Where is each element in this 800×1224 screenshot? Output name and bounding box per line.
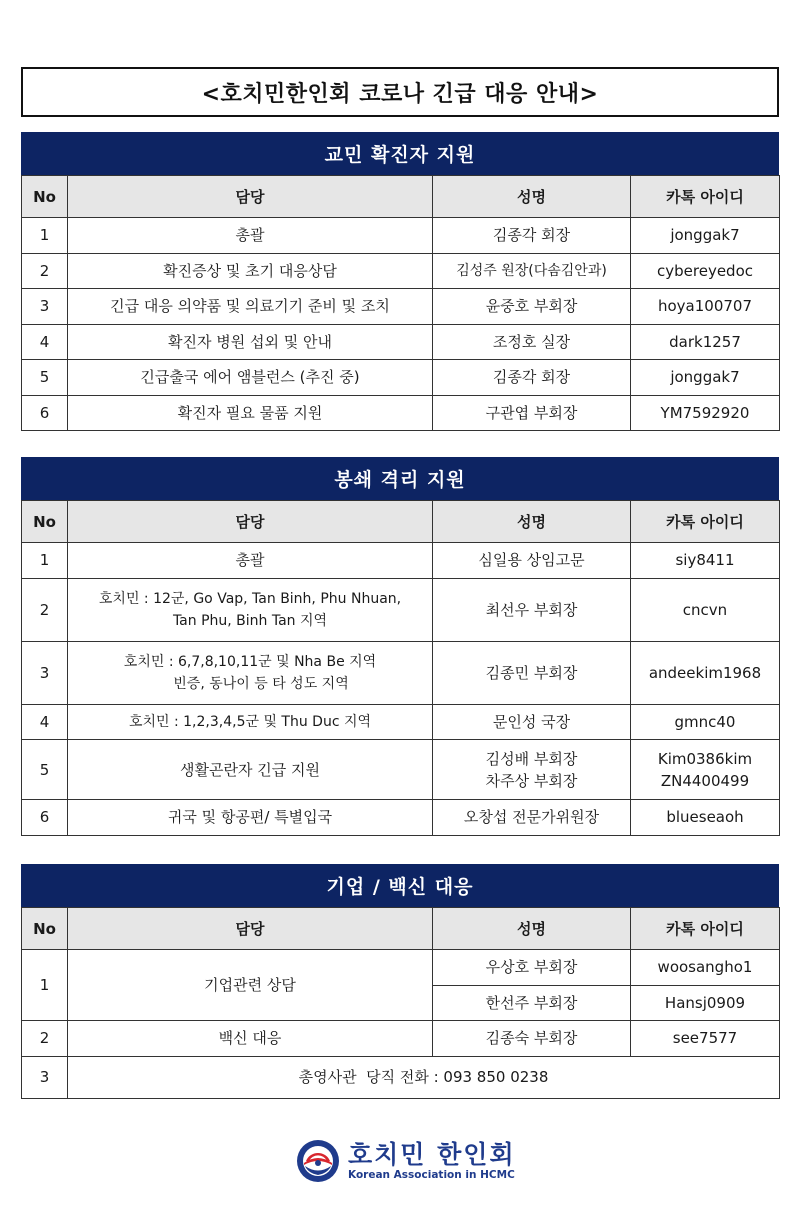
row-no: 1 [22,543,68,579]
table-row [22,1021,780,1057]
row-no: 4 [22,704,68,740]
row-name: 문인성 국장 [433,704,631,740]
table-row [22,218,780,254]
table-row [22,704,780,740]
row-kakao-id: jonggak7 [631,218,780,254]
name-line: 김성배 부회장 [485,749,578,768]
row-kakao-id: gmnc40 [631,704,780,740]
row-name: 우상호 부회장 [433,950,631,986]
row-no: 1 [22,950,68,1021]
table-row [22,740,780,800]
column-header-task: 담당 [68,176,433,218]
row-kakao-id: dark1257 [631,324,780,360]
task-line: 호치민 : 6,7,8,10,11군 및 Nha Be 지역 [123,653,377,670]
column-header-no: No [22,908,68,950]
kakao-id-line: ZN4400499 [660,771,750,790]
row-no: 3 [22,1056,68,1098]
table-row [22,1056,780,1098]
row-name: 심일용 상임고문 [433,543,631,579]
row-kakao-id: blueseaoh [631,800,780,836]
task-line: Tan Phu, Binh Tan 지역 [172,612,328,629]
table-row [22,253,780,289]
task-line: 빈증, 동나이 등 타 성도 지역 [173,675,349,692]
row-kakao-id: cybereyedoc [631,253,780,289]
contact-table [21,175,780,431]
column-header-kakao-id: 카톡 아이디 [631,501,780,543]
column-header-name: 성명 [433,176,631,218]
association-emblem-icon [296,1139,340,1183]
org-name-korean: 호치민 한인회 [348,1139,516,1169]
row-no: 4 [22,324,68,360]
column-header-kakao-id: 카톡 아이디 [631,908,780,950]
table-row [22,289,780,325]
row-name: 구관엽 부회장 [433,395,631,431]
row-kakao-id: Hansj0909 [631,985,780,1021]
row-name: 최선우 부회장 [433,578,631,641]
row-task: 확진증상 및 초기 대응상담 [68,253,433,289]
row-kakao-id: woosangho1 [631,950,780,986]
row-kakao-id: YM7592920 [631,395,780,431]
table-row [22,641,780,704]
table-row [22,395,780,431]
row-name: 한선주 부회장 [433,985,631,1021]
page-title: <호치민한인회 코로나 긴급 대응 안내> [21,67,779,117]
org-name-english: Korean Association in HCMC [348,1168,515,1181]
row-name: 오창섭 전문가위원장 [433,800,631,836]
row-task: 생활곤란자 긴급 지원 [68,740,433,800]
row-task: 긴급 대응 의약품 및 의료기기 준비 및 조치 [68,289,433,325]
section-confirmed-support [21,132,779,431]
contact-table [21,500,780,836]
table-row [22,578,780,641]
row-no: 3 [22,289,68,325]
table-row [22,950,780,986]
row-no: 6 [22,395,68,431]
row-kakao-id: jonggak7 [631,360,780,396]
footer-logo [296,1137,516,1185]
row-name: 조정호 실장 [433,324,631,360]
row-no: 2 [22,253,68,289]
column-header-kakao-id: 카톡 아이디 [631,176,780,218]
row-kakao-id: see7577 [631,1021,780,1057]
row-no: 2 [22,1021,68,1057]
row-task: 기업관련 상담 [68,950,433,1021]
task-line: 호치민 : 12군, Go Vap, Tan Binh, Phu Nhuan, [98,590,402,607]
row-name: 김종각 회장 [433,218,631,254]
row-task: 확진자 필요 물품 지원 [68,395,433,431]
row-name [433,740,631,800]
column-header-no: No [22,176,68,218]
row-name: 윤중호 부회장 [433,289,631,325]
section-header: 교민 확진자 지원 [21,132,779,175]
table-row [22,800,780,836]
contact-table [21,907,780,1099]
row-kakao-id: siy8411 [631,543,780,579]
section-lockdown-support [21,457,779,836]
row-task: 총괄 [68,543,433,579]
row-no: 5 [22,740,68,800]
section-business-vaccine [21,864,779,1099]
table-row [22,360,780,396]
row-no: 6 [22,800,68,836]
column-header-name: 성명 [433,501,631,543]
row-name: 김종각 회장 [433,360,631,396]
row-task: 귀국 및 항공편/ 특별입국 [68,800,433,836]
row-no: 1 [22,218,68,254]
table-row [22,543,780,579]
row-task: 확진자 병원 섭외 및 안내 [68,324,433,360]
row-task: 호치민 : 1,2,3,4,5군 및 Thu Duc 지역 [68,704,433,740]
row-task [68,578,433,641]
row-name: 김종민 부회장 [433,641,631,704]
section-header: 기업 / 백신 대응 [21,864,779,907]
row-kakao-id: hoya100707 [631,289,780,325]
row-task: 백신 대응 [68,1021,433,1057]
row-name: 김성주 원장(다솜김안과) [433,253,631,289]
column-header-task: 담당 [68,908,433,950]
row-task: 긴급출국 에어 앰블런스 (추진 중) [68,360,433,396]
row-kakao-id: andeekim1968 [631,641,780,704]
column-header-name: 성명 [433,908,631,950]
name-line: 차주상 부회장 [485,771,578,790]
column-header-task: 담당 [68,501,433,543]
row-name: 김종숙 부회장 [433,1021,631,1057]
kakao-id-line: Kim0386kim [657,749,753,768]
row-kakao-id [631,740,780,800]
row-kakao-id: cncvn [631,578,780,641]
row-no: 3 [22,641,68,704]
column-header-no: No [22,501,68,543]
row-task [68,641,433,704]
section-header: 봉쇄 격리 지원 [21,457,779,500]
row-task: 총괄 [68,218,433,254]
row-no: 2 [22,578,68,641]
row-no: 5 [22,360,68,396]
table-row [22,324,780,360]
consulate-phone: 총영사관 당직 전화 : 093 850 0238 [68,1056,780,1098]
